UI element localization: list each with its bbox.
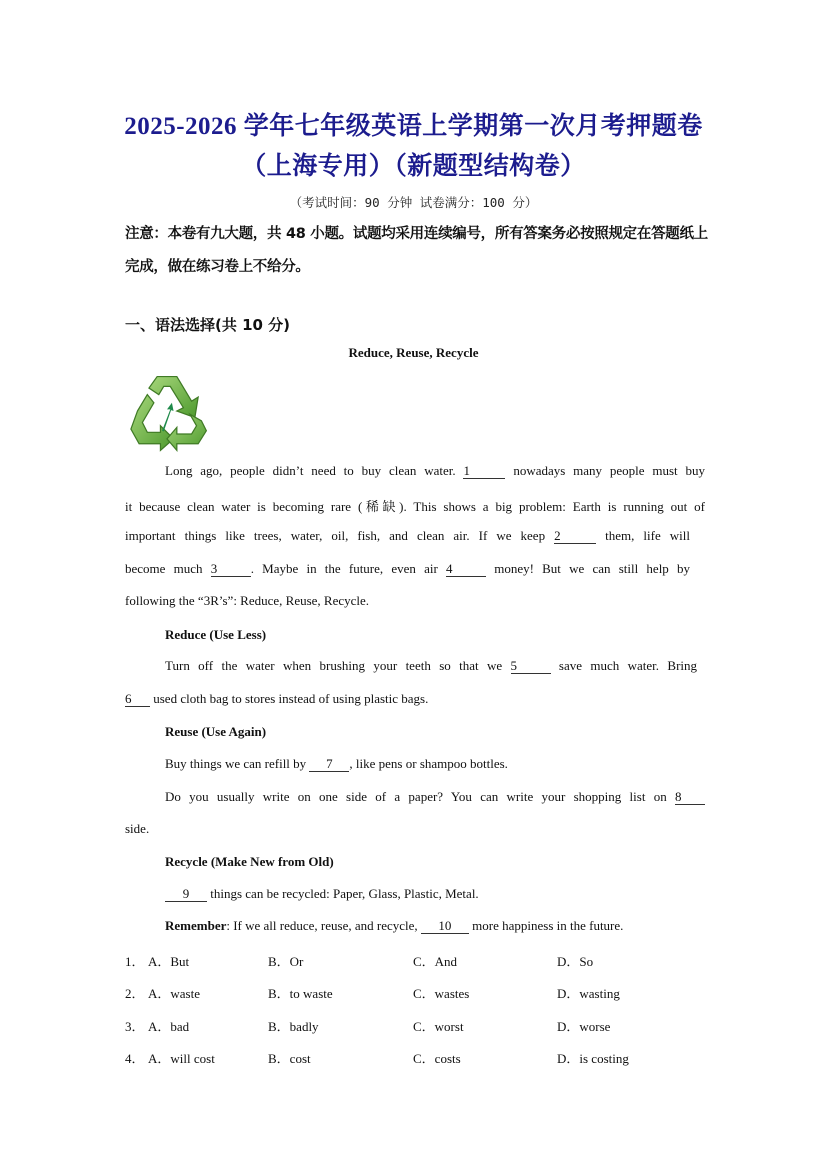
remember-label: Remember xyxy=(165,918,227,933)
question-number: 4． xyxy=(125,1051,145,1066)
option-c[interactable]: C．wastes xyxy=(413,986,470,1001)
passage-line: side. xyxy=(125,821,150,836)
passage-text: them, life will xyxy=(605,528,691,543)
option-a[interactable]: A．bad xyxy=(148,1019,190,1034)
exam-title-line2: （上海专用）（新题型结构卷） xyxy=(241,153,586,180)
blank-9: 9 xyxy=(165,887,207,902)
passage-line xyxy=(125,789,705,805)
passage-text: Turn off the water when brushing your teeth so that we xyxy=(165,658,503,673)
passage-line xyxy=(125,463,705,479)
reuse-heading: Reuse (Use Again) xyxy=(165,724,267,739)
option-d[interactable]: D．worse xyxy=(557,1019,611,1034)
option-b[interactable]: B．badly xyxy=(268,1019,319,1034)
blank-8: 8 xyxy=(675,790,705,805)
passage-text: : If we all reduce, reuse, and recycle, xyxy=(226,918,418,933)
blank-7: 7 xyxy=(309,757,349,772)
blank-6: 6 xyxy=(125,692,150,707)
option-d[interactable]: D．is costing xyxy=(557,1051,629,1066)
passage-text: , like pens or shampoo bottles. xyxy=(349,756,508,771)
passage-line xyxy=(125,691,705,707)
passage-text: Buy things we can refill by xyxy=(165,756,307,771)
passage-line xyxy=(125,658,697,674)
option-d[interactable]: D．So xyxy=(557,954,594,969)
recycle-icon xyxy=(126,370,208,452)
option-a[interactable]: A．waste xyxy=(148,986,200,1001)
option-d[interactable]: D．wasting xyxy=(557,986,620,1001)
blank-2: 2 xyxy=(554,529,596,544)
passage-text: Long ago, people didn’t need to buy clean water. xyxy=(165,463,456,478)
passage-title: Reduce, Reuse, Recycle xyxy=(348,345,479,360)
passage-text: important things like trees, water, oil, fish, and clean air. If we keep xyxy=(125,528,546,543)
passage-text: Do you usually write on one side of a paper? You can write your shopping list on xyxy=(165,789,667,804)
option-b[interactable]: B．Or xyxy=(268,954,304,969)
option-c[interactable]: C．worst xyxy=(413,1019,464,1034)
exam-title-line1: 2025-2026 学年七年级英语上学期第一次月考押题卷 xyxy=(124,113,703,140)
option-a[interactable]: A．will cost xyxy=(148,1051,215,1066)
exam-subtitle: （考试时间：90 分钟 试卷满分：100 分） xyxy=(289,195,538,210)
passage-line xyxy=(125,756,705,772)
question-number: 3． xyxy=(125,1019,145,1034)
passage-text: save much water. Bring xyxy=(558,658,698,673)
blank-5: 5 xyxy=(511,659,551,674)
passage-line xyxy=(125,561,690,577)
exam-notice: 注意：本卷有九大题，共 48 小题。试题均采用连续编号，所有答案务必按照规定在答题纸上完成，做在练习卷上不给分。 xyxy=(125,226,708,275)
option-b[interactable]: B．cost xyxy=(268,1051,311,1066)
passage-text: become much xyxy=(125,561,203,576)
passage-text: money! But we can still help by xyxy=(494,561,690,576)
passage-line xyxy=(125,528,690,544)
passage-line xyxy=(125,918,705,934)
option-a[interactable]: A．But xyxy=(148,954,190,969)
option-c[interactable]: C．And xyxy=(413,954,458,969)
option-c[interactable]: C．costs xyxy=(413,1051,461,1066)
question-number: 2． xyxy=(125,986,145,1001)
passage-line xyxy=(125,886,705,902)
option-b[interactable]: B．to waste xyxy=(268,986,333,1001)
recycle-heading: Recycle (Make New from Old) xyxy=(165,854,334,869)
passage-text: more happiness in the future. xyxy=(472,918,624,933)
passage-line: it because clean water is becoming rare (稀缺). This shows a big problem: Earth is running out of xyxy=(125,499,705,514)
section-heading: 一、语法选择(共 10 分) xyxy=(125,316,291,334)
passage-text: nowadays many people must buy xyxy=(513,463,705,478)
passage-text: . Maybe in the future, even air xyxy=(250,561,438,576)
blank-1: 1 xyxy=(463,464,505,479)
reduce-heading: Reduce (Use Less) xyxy=(165,627,267,642)
passage-text: things can be recycled: Paper, Glass, Plastic, Metal. xyxy=(210,886,479,901)
passage-text: used cloth bag to stores instead of using plastic bags. xyxy=(153,691,429,706)
passage-line: following the “3R’s”: Reduce, Reuse, Recycle. xyxy=(125,593,370,608)
blank-4: 4 xyxy=(446,562,486,577)
question-number: 1． xyxy=(125,954,145,969)
blank-3: 3 xyxy=(211,562,251,577)
blank-10: 10 xyxy=(421,919,469,934)
